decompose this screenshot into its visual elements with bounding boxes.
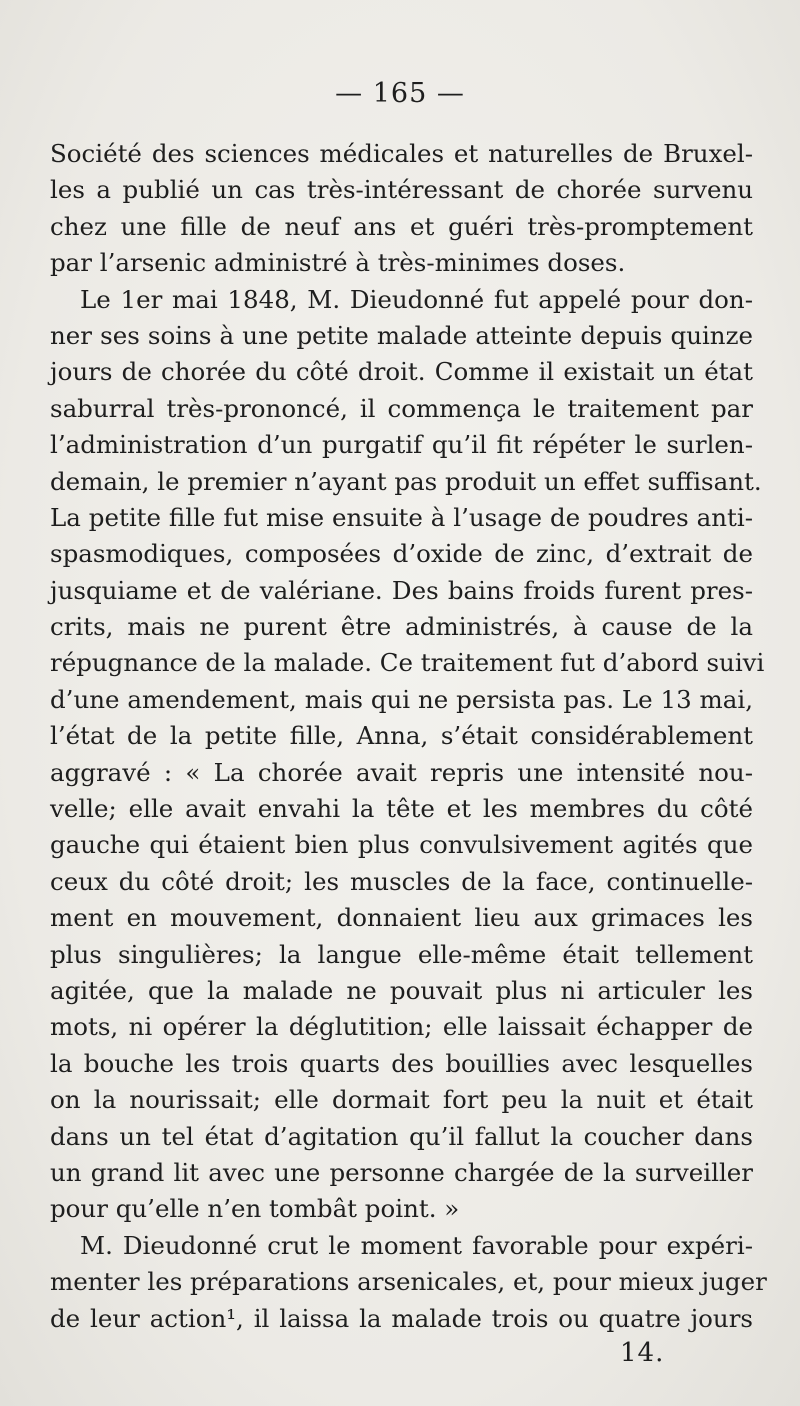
page-number: — 165 — (335, 78, 465, 109)
text-line: mots, ni opérer la déglutition; elle laissait échapper de (50, 1012, 753, 1042)
text-line: un grand lit avec une personne chargée de la surveiller (50, 1157, 753, 1187)
text-line: aggravé : « La chorée avait repris une intensité nou- (50, 757, 753, 787)
signature-mark: 14. (620, 1338, 665, 1368)
text-line: demain, le premier n’ayant pas produit un effet suffisant. (50, 466, 762, 496)
body-text (50, 136, 767, 1337)
text-line: spasmodiques, composées d’oxide de zinc, d’extrait de (50, 539, 753, 569)
text-line: par l’arsenic administré à très-minimes doses. (50, 248, 626, 278)
text-line: chez une fille de neuf ans et guéri très-promptement (50, 211, 753, 241)
text-line: menter les préparations arsenicales, et, pour mieux juger (50, 1267, 767, 1297)
text-line: on la nourissait; elle dormait fort peu la nuit et était (50, 1085, 753, 1115)
text-line: crits, mais ne purent être administrés, à cause de la (50, 612, 753, 642)
text-line: M. Dieudonné crut le moment favorable pour expéri- (80, 1230, 753, 1260)
text-line: ner ses soins à une petite malade atteinte depuis quinze (50, 320, 753, 350)
text-line: de leur action¹, il laissa la malade trois ou quatre jours (50, 1303, 753, 1333)
text-line: ment en mouvement, donnaient lieu aux grimaces les (50, 903, 753, 933)
text-line: gauche qui étaient bien plus convulsivement agités que (50, 830, 753, 860)
text-line: agitée, que la malade ne pouvait plus ni articuler les (50, 975, 753, 1005)
text-line: l’état de la petite fille, Anna, s’était considérablement (50, 721, 753, 751)
text-line: jusquiame et de valériane. Des bains froids furent pres- (50, 575, 753, 605)
text-line: dans un tel état d’agitation qu’il fallut la coucher dans (50, 1121, 753, 1151)
text-line: pour qu’elle n’en tombât point. » (50, 1194, 460, 1224)
text-line: la bouche les trois quarts des bouillies avec lesquelles (50, 1048, 753, 1078)
text-line: Société des sciences médicales et naturelles de Bruxel- (50, 139, 753, 168)
text-line: les a publié un cas très-intéressant de chorée survenu (50, 175, 753, 205)
text-line: l’administration d’un purgatif qu’il fit répéter le surlen- (50, 430, 753, 460)
text-line: saburral très-prononcé, il commença le traitement par (50, 393, 753, 423)
text-line: répugnance de la malade. Ce traitement fut d’abord suivi (50, 648, 765, 678)
text-line: d’une amendement, mais qui ne persista pas. Le 13 mai, (50, 684, 753, 714)
text-line: Le 1er mai 1848, M. Dieudonné fut appelé pour don- (80, 284, 753, 314)
text-line: plus singulières; la langue elle-même était tellement (50, 939, 753, 969)
text-line: La petite fille fut mise ensuite à l’usage de poudres anti- (50, 502, 753, 532)
text-line: jours de chorée du côté droit. Comme il existait un état (50, 357, 753, 387)
text-line: velle; elle avait envahi la tête et les membres du côté (50, 794, 753, 824)
text-line: ceux du côté droit; les muscles de la face, continuelle- (50, 866, 753, 896)
